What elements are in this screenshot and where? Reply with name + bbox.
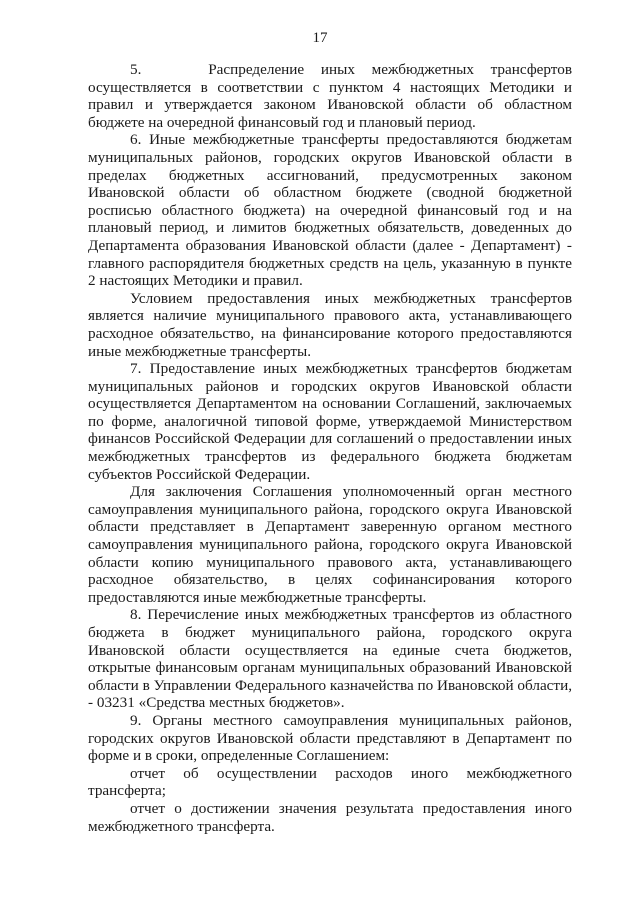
paragraph-agreement: Для заключения Соглашения уполномоченный орган местного самоуправления муниципального района, городского округа Ивановской области представляет в Департамент заверенную органом местного самоуправления муниципального района, городского округа Ивановской области копию муниципального правового акта, устанавливающего расходное обязательство, в целях софинансирования которого предоставляются иные межбюджетные трансферты.: [88, 483, 572, 606]
paragraph-condition: Условием предоставления иных межбюджетных трансфертов является наличие муниципального правового акта, устанавливающего расходное обязательство, на финансирование которого предоставляются иные межбюджетные трансферты.: [88, 289, 572, 360]
report-item-expenses: отчет об осуществлении расходов иного межбюджетного трансферта;: [88, 764, 572, 800]
document-body: [88, 61, 572, 835]
page-number: 17: [312, 30, 328, 46]
report-item-result: отчет о достижении значения результата предоставления иного межбюджетного трансферта.: [88, 799, 572, 835]
paragraph-9: 9. Органы местного самоуправления муниципальных районов, городских округов Ивановской области представляют в Департамент по форме и в сроки, определенные Соглашением:: [88, 711, 572, 765]
paragraph-7: 7. Предоставление иных межбюджетных трансфертов бюджетам муниципальных районов и городских округов Ивановской области осуществляется Департаментом на основании Соглашений, заключаемых по форме, аналогичной типовой форме, утверждаемой Министерством финансов Российской Федерации для соглашений о предоставлении иных межбюджетных трансфертов из федерального бюджета бюджетам субъектов Российской Федерации.: [88, 360, 572, 483]
paragraph-5: 5. Распределение иных межбюджетных трансфертов осуществляется в соответствии с пунктом 4 настоящих Методики и правил и утверждается законом Ивановской области об областном бюджете на очередной финансовый год и плановый период.: [88, 61, 572, 131]
paragraph-6: 6. Иные межбюджетные трансферты предоставляются бюджетам муниципальных районов, городских округов Ивановской области в пределах бюджетных ассигнований, предусмотренных законом Ивановской области об областном бюджете (сводной бюджетной росписью областного бюджета) на очередной финансовый год и на плановый период, и лимитов бюджетных обязательств, доведенных до Департамента образования Ивановской области (далее - Департамент) - главного распорядителя бюджетных средств на цель, указанную в пункте 2 настоящих Методики и правил.: [88, 131, 572, 290]
paragraph-8: 8. Перечисление иных межбюджетных трансфертов из областного бюджета в бюджет муниципального района, городского округа Ивановской области осуществляется на единые счета бюджетов, открытые финансовым органам муниципальных образований Ивановской области в Управлении Федерального казначейства по Ивановской области, - 03231 «Средства местных бюджетов».: [88, 606, 572, 712]
